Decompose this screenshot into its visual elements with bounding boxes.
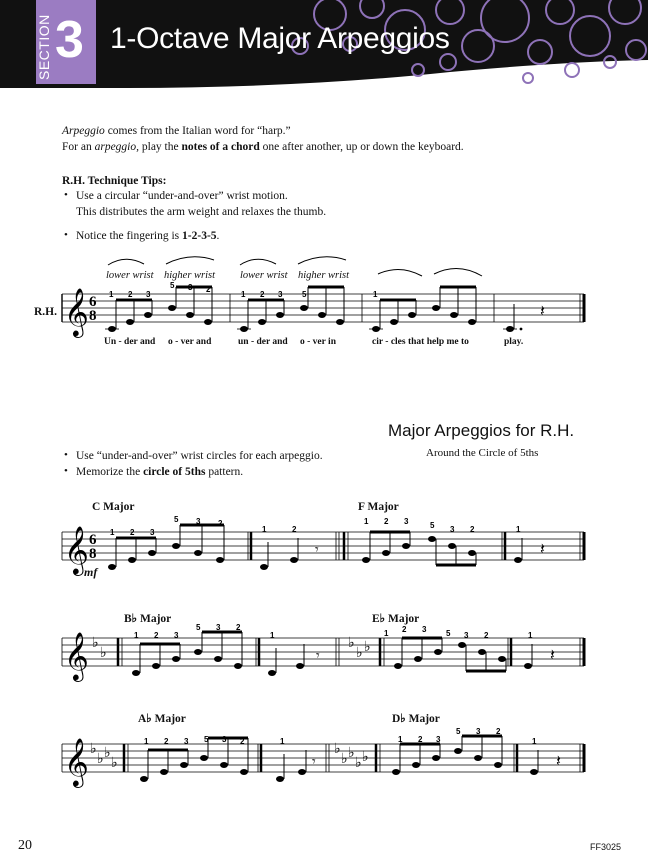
svg-text:5: 5 (456, 727, 461, 736)
svg-text:2: 2 (128, 290, 133, 299)
svg-text:2: 2 (484, 631, 489, 640)
svg-text:3: 3 (174, 631, 179, 640)
svg-text:♭: ♭ (104, 746, 111, 761)
svg-text:3: 3 (222, 735, 227, 744)
svg-text:3: 3 (404, 517, 409, 526)
lyric: o - ver and (168, 337, 212, 347)
svg-text:6: 6 (89, 532, 97, 548)
svg-text:3: 3 (216, 623, 221, 632)
svg-text:♭: ♭ (92, 636, 99, 651)
svg-text:2: 2 (418, 735, 423, 744)
svg-text:𝄞: 𝄞 (64, 287, 89, 336)
svg-text:♭: ♭ (348, 636, 355, 651)
svg-text:𝄞: 𝄞 (64, 631, 89, 680)
svg-text:♭: ♭ (111, 756, 118, 771)
wrist-label: lower wrist (106, 270, 154, 281)
svg-text:5: 5 (204, 735, 209, 744)
svg-text:1: 1 (528, 631, 533, 640)
svg-text:3: 3 (184, 737, 189, 746)
svg-text:1: 1 (373, 290, 378, 299)
svg-text:𝄽: 𝄽 (540, 303, 545, 320)
svg-text:3: 3 (450, 525, 455, 534)
tips-heading: R.H. Technique Tips: (62, 175, 167, 187)
section-label: SECTION (36, 14, 52, 80)
svg-text:2: 2 (218, 519, 223, 528)
key-label: C Major (92, 501, 135, 513)
svg-text:8: 8 (89, 546, 97, 562)
bullet: • (64, 449, 68, 461)
hand-label: R.H. (34, 306, 57, 318)
svg-text:2: 2 (206, 285, 211, 294)
svg-text:♭: ♭ (334, 742, 341, 757)
svg-text:1: 1 (110, 528, 115, 537)
tip-1-line-2: This distributes the arm weight and relaxes the thumb. (76, 206, 327, 218)
wrist-label: higher wrist (164, 270, 216, 281)
key-label: B♭ Major (124, 613, 172, 625)
svg-text:𝄞: 𝄞 (64, 737, 89, 786)
svg-text:2: 2 (236, 623, 241, 632)
svg-text:1: 1 (516, 525, 521, 534)
svg-text:1: 1 (134, 631, 139, 640)
lyric: un - der and (238, 337, 288, 347)
section-number: 3 (55, 11, 84, 69)
svg-text:5: 5 (170, 281, 175, 290)
svg-text:♭: ♭ (356, 646, 363, 661)
svg-text:♭: ♭ (362, 750, 369, 765)
svg-text:5: 5 (446, 629, 451, 638)
svg-text:5: 5 (302, 290, 307, 299)
svg-text:5: 5 (196, 623, 201, 632)
staff-c-f-major (0, 510, 648, 580)
wrist-label: higher wrist (298, 270, 350, 281)
svg-text:3: 3 (146, 290, 151, 299)
staff-bflat-eflat-major (0, 622, 648, 692)
bullet: • (64, 465, 68, 477)
wrist-label: lower wrist (240, 270, 288, 281)
major-bullet-1: Use “under-and-over” wrist circles for each arpeggio. (76, 450, 323, 462)
dynamic-marking: mf (84, 565, 98, 579)
svg-text:1: 1 (241, 290, 246, 299)
svg-text:𝄽: 𝄽 (556, 753, 561, 770)
svg-text:5: 5 (430, 521, 435, 530)
svg-text:8: 8 (89, 308, 97, 324)
svg-text:2: 2 (292, 525, 297, 534)
key-label: D♭ Major (392, 713, 440, 725)
svg-text:2: 2 (402, 625, 407, 634)
svg-text:𝄽: 𝄽 (540, 541, 545, 558)
major-bullet-2: Memorize the circle of 5ths pattern. (76, 466, 244, 478)
publication-code: FF3025 (590, 842, 622, 852)
svg-text:3: 3 (422, 625, 427, 634)
page-header (0, 0, 648, 90)
svg-text:1: 1 (532, 737, 537, 746)
svg-text:1: 1 (398, 735, 403, 744)
svg-text:3: 3 (150, 528, 155, 537)
svg-text:3: 3 (476, 727, 481, 736)
svg-text:1: 1 (262, 525, 267, 534)
svg-text:♭: ♭ (97, 752, 104, 767)
key-label: E♭ Major (372, 613, 420, 625)
svg-text:3: 3 (188, 283, 193, 292)
svg-text:𝄽: 𝄽 (550, 647, 555, 664)
bullet: • (64, 189, 68, 201)
staff-aflat-dflat-major (0, 722, 648, 792)
svg-text:♭: ♭ (355, 756, 362, 771)
svg-text:2: 2 (130, 528, 135, 537)
svg-text:2: 2 (496, 727, 501, 736)
svg-text:1: 1 (144, 737, 149, 746)
lyric: Un - der and (104, 337, 156, 347)
section-caption: Around the Circle of 5ths (426, 447, 539, 459)
svg-text:1: 1 (384, 629, 389, 638)
svg-text:♭: ♭ (348, 746, 355, 761)
key-label: F Major (358, 501, 399, 513)
svg-text:5: 5 (174, 515, 179, 524)
svg-text:3: 3 (278, 290, 283, 299)
lyric: o - ver in (300, 337, 336, 347)
svg-text:1: 1 (364, 517, 369, 526)
tip-2: Notice the fingering is 1-2-3-5. (76, 230, 220, 242)
svg-text:3: 3 (196, 517, 201, 526)
svg-text:2: 2 (384, 517, 389, 526)
page-title: 1-Octave Major Arpeggios (110, 22, 450, 55)
svg-text:𝄾: 𝄾 (312, 755, 316, 770)
svg-text:6: 6 (89, 294, 97, 310)
svg-text:♭: ♭ (90, 742, 97, 757)
svg-text:𝄾: 𝄾 (315, 543, 319, 558)
svg-text:1: 1 (280, 737, 285, 746)
svg-text:2: 2 (240, 737, 245, 746)
key-label: A♭ Major (138, 713, 186, 725)
tip-1-line-1: Use a circular “under-and-over” wrist motion. (76, 190, 288, 202)
svg-text:3: 3 (464, 631, 469, 640)
svg-text:2: 2 (470, 525, 475, 534)
intro-line-2: For an arpeggio, play the notes of a chord one after another, up or down the keyboard. (62, 141, 464, 153)
fingering: 1 (109, 290, 114, 299)
intro-line-1: Arpeggio comes from the Italian word for “harp.” (62, 125, 291, 137)
bullet: • (64, 229, 68, 241)
svg-text:♭: ♭ (341, 752, 348, 767)
svg-text:3: 3 (436, 735, 441, 744)
lyric: cir - cles that help me to (372, 337, 469, 347)
page-number: 20 (18, 838, 32, 853)
svg-text:𝄞: 𝄞 (64, 525, 89, 574)
svg-text:2: 2 (164, 737, 169, 746)
section-subtitle: Major Arpeggios for R.H. (388, 421, 575, 440)
svg-text:♭: ♭ (364, 640, 371, 655)
svg-text:♭: ♭ (100, 646, 107, 661)
svg-text:𝄾: 𝄾 (316, 649, 320, 664)
svg-text:1: 1 (270, 631, 275, 640)
svg-text:2: 2 (154, 631, 159, 640)
lyric: play. (504, 337, 524, 347)
svg-text:2: 2 (260, 290, 265, 299)
